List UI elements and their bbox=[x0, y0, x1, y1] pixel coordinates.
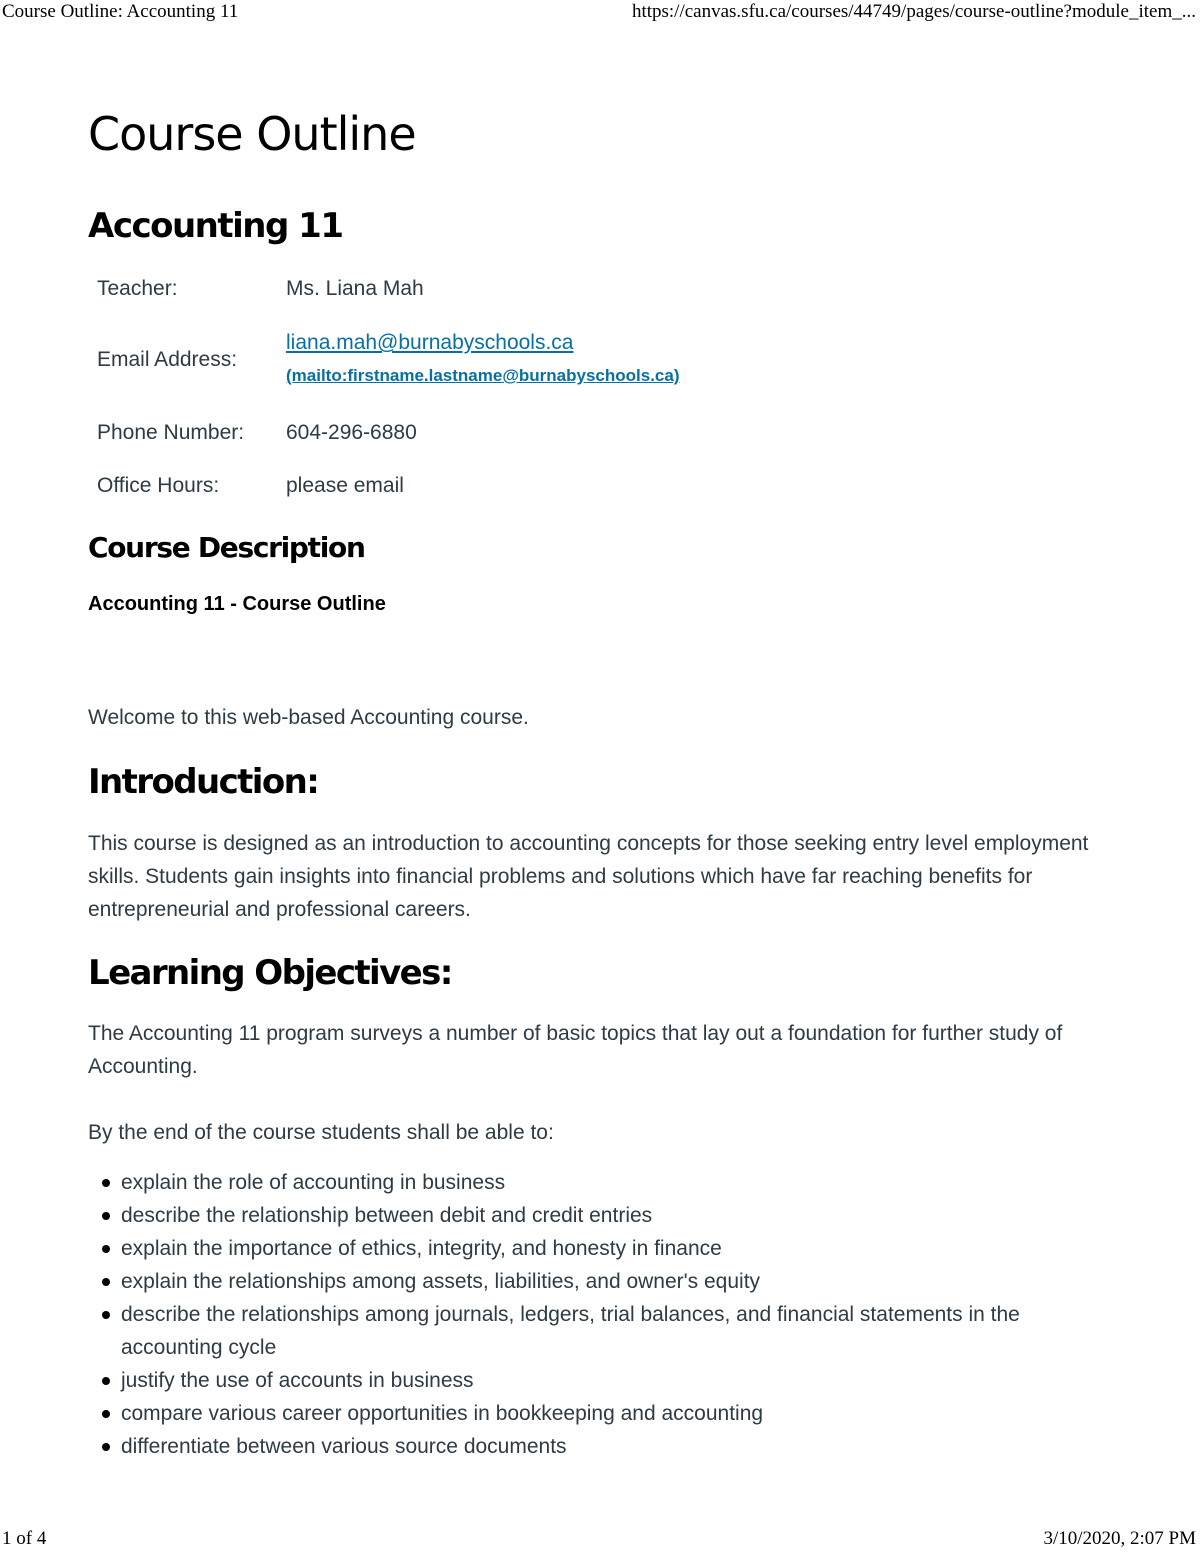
objective-text: explain the role of accounting in business bbox=[121, 1171, 506, 1194]
bullet-icon bbox=[102, 1410, 110, 1418]
page-content bbox=[88, 100, 1128, 1458]
list-item bbox=[88, 1298, 1088, 1364]
print-header-url: https://canvas.sfu.ca/courses/44749/pages/course-outline?module_item_... bbox=[631, 1, 1196, 22]
list-item bbox=[88, 1430, 1088, 1463]
bullet-icon bbox=[102, 1311, 110, 1319]
course-outline-subheading: Accounting 11 - Course Outline bbox=[88, 593, 386, 615]
list-item bbox=[88, 1232, 1088, 1265]
objective-text: describe the relationship between debit and credit entries bbox=[121, 1204, 653, 1227]
mailto-link[interactable]: (mailto:firstname.lastname@burnabyschools.ca) bbox=[286, 366, 680, 385]
bullet-icon bbox=[102, 1212, 110, 1220]
welcome-text: Welcome to this web-based Accounting course. bbox=[88, 706, 529, 729]
print-header bbox=[0, 0, 1200, 24]
teacher-label: Teacher: bbox=[97, 276, 178, 300]
objective-text: describe the relationships among journals, ledgers, trial balances, and financial statements in the accounting cycle bbox=[121, 1303, 1020, 1359]
objective-text: explain the importance of ethics, integrity, and honesty in finance bbox=[121, 1237, 722, 1260]
office-hours-value: please email bbox=[286, 474, 404, 497]
objective-text: explain the relationships among assets, liabilities, and owner's equity bbox=[121, 1270, 761, 1293]
bullet-icon bbox=[102, 1278, 110, 1286]
contact-info-table bbox=[88, 268, 680, 517]
bullet-icon bbox=[102, 1245, 110, 1253]
learning-objectives-heading: Learning Objectives: bbox=[88, 953, 452, 993]
bullet-icon bbox=[102, 1179, 110, 1187]
office-hours-row bbox=[88, 455, 680, 517]
objectives-intro-text: The Accounting 11 program surveys a number of basic topics that lay out a foundation for further study of Accounting. bbox=[88, 1022, 1063, 1078]
bullet-icon bbox=[102, 1377, 110, 1385]
objectives-list bbox=[88, 1166, 1088, 1463]
list-item bbox=[88, 1166, 1088, 1199]
print-footer bbox=[0, 1527, 1200, 1551]
page-title: Course Outline bbox=[88, 107, 416, 161]
objectives-lead-text: By the end of the course students shall be able to: bbox=[88, 1121, 554, 1144]
list-item bbox=[88, 1265, 1088, 1298]
course-heading: Accounting 11 bbox=[88, 206, 343, 246]
objective-text: compare various career opportunities in bookkeeping and accounting bbox=[121, 1402, 764, 1425]
list-item bbox=[88, 1199, 1088, 1232]
office-hours-label: Office Hours: bbox=[97, 474, 220, 497]
email-label: Email Address: bbox=[97, 348, 238, 371]
email-cell bbox=[277, 309, 680, 411]
introduction-text: This course is designed as an introduction to accounting concepts for those seeking entry level employment skills. Students gain insights into financial problems and solutions which have far reaching benefits for entrepreneurial and professional careers. bbox=[88, 832, 1089, 921]
course-description-heading: Course Description bbox=[88, 531, 365, 564]
list-item bbox=[88, 1364, 1088, 1397]
print-header-title: Course Outline: Accounting 11 bbox=[2, 1, 239, 22]
page-number: 1 of 4 bbox=[2, 1528, 47, 1549]
teacher-row bbox=[88, 268, 680, 309]
email-link[interactable]: liana.mah@burnabyschools.ca bbox=[286, 331, 574, 354]
teacher-value: Ms. Liana Mah bbox=[286, 276, 424, 300]
phone-value: 604-296-6880 bbox=[286, 421, 417, 444]
email-row bbox=[88, 309, 680, 411]
phone-row bbox=[88, 411, 680, 455]
bullet-icon bbox=[102, 1443, 110, 1451]
phone-label: Phone Number: bbox=[97, 421, 245, 444]
objective-text: justify the use of accounts in business bbox=[121, 1369, 474, 1392]
list-item bbox=[88, 1397, 1088, 1430]
objective-text: differentiate between various source documents bbox=[121, 1435, 567, 1458]
introduction-heading: Introduction: bbox=[88, 762, 319, 802]
print-datetime: 3/10/2020, 2:07 PM bbox=[1043, 1528, 1196, 1549]
